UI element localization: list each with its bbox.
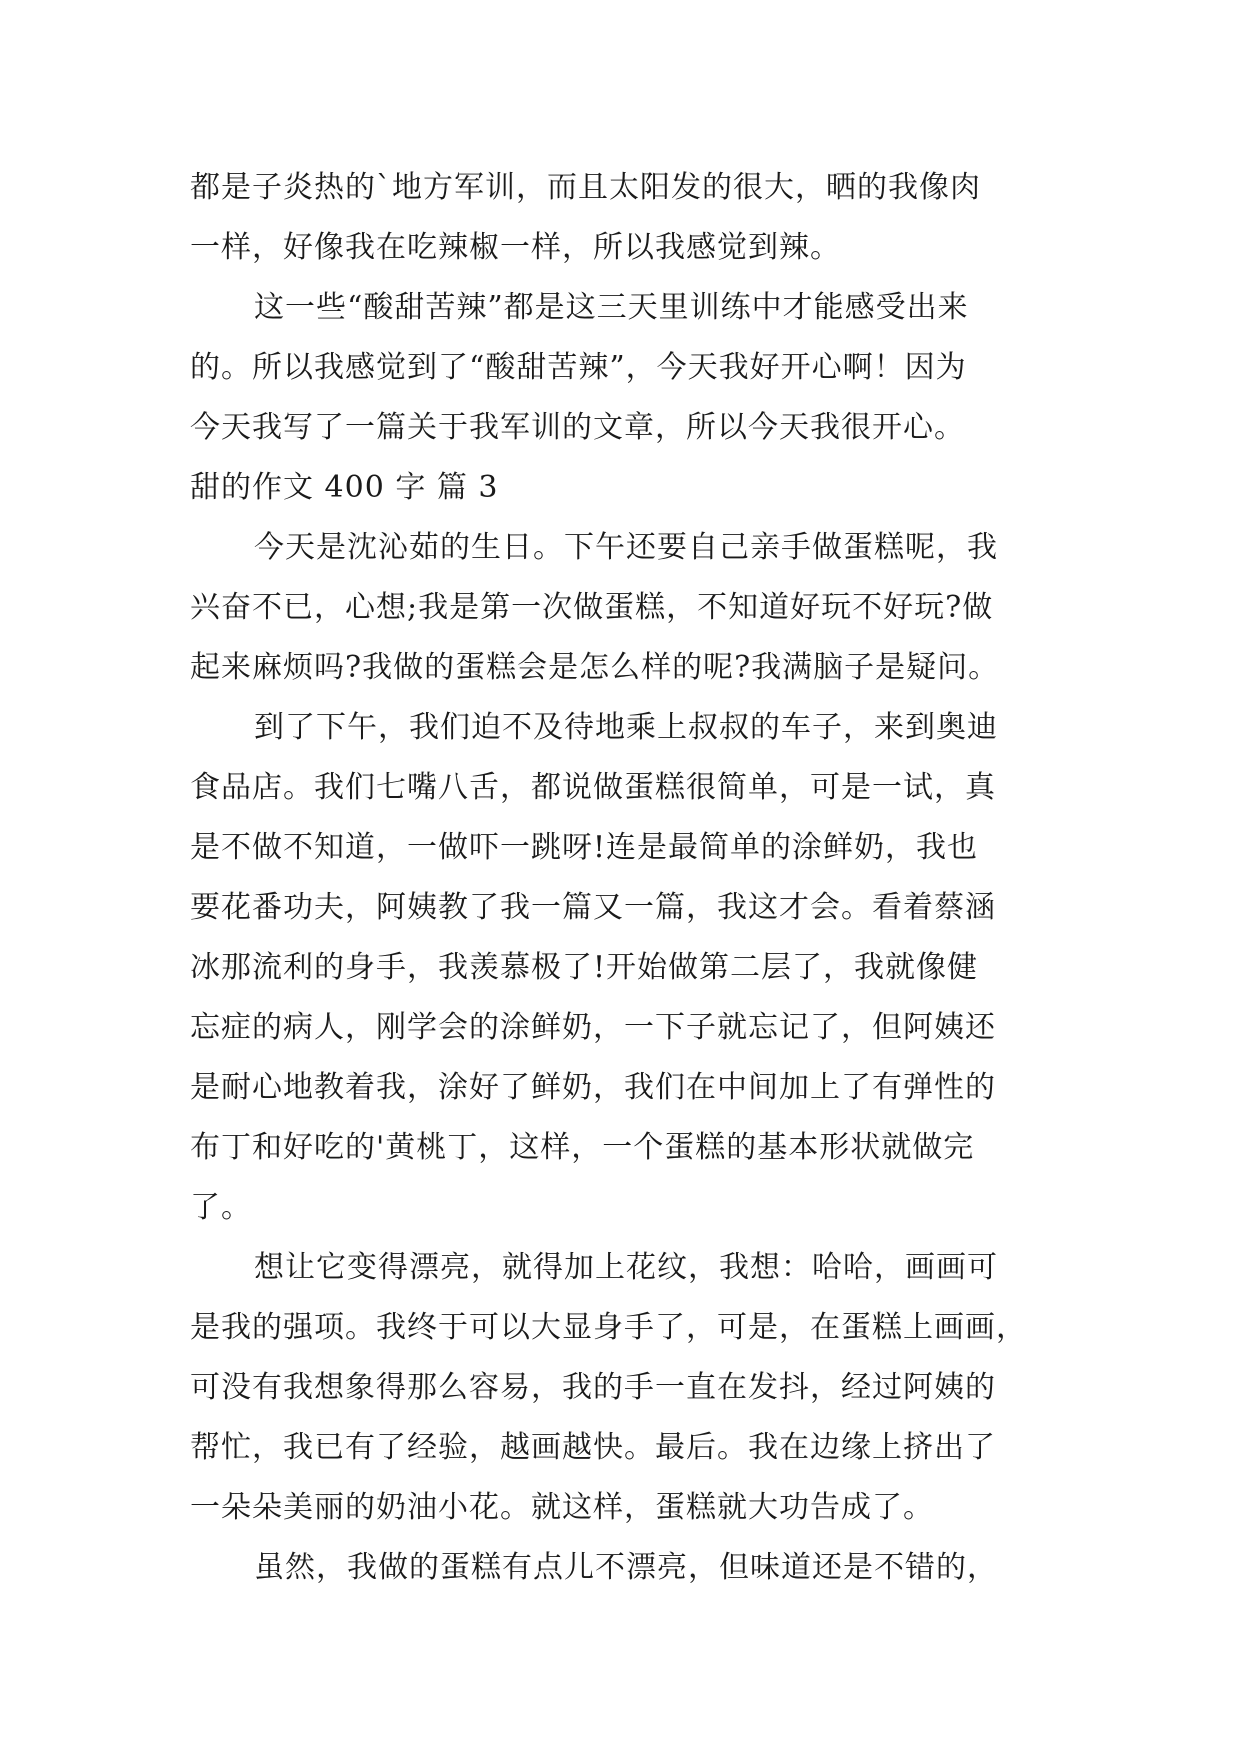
text-line: 是我的强项。我终于可以大显身手了，可是，在蛋糕上画画， [190,1310,1027,1345]
text-line: 一样，好像我在吃辣椒一样，所以我感觉到辣。 [190,230,841,265]
section-heading: 甜的作文 400 字 篇 3 [190,470,499,505]
text-line: 今天我写了一篇关于我军训的文章，所以今天我很开心。 [190,410,965,445]
text-line: 起来麻烦吗?我做的蛋糕会是怎么样的呢?我满脑子是疑问。 [190,650,1000,685]
paragraph-start-line: 这一些“酸甜苦辣”都是这三天里训练中才能感受出来 [254,290,969,325]
text-line: 的。所以我感觉到了“酸甜苦辣”，今天我好开心啊！因为 [190,350,967,385]
text-line: 要花番功夫，阿姨教了我一篇又一篇，我这才会。看着蔡涵 [190,890,996,925]
text-line: 冰那流利的身手，我羡慕极了!开始做第二层了，我就像健 [190,950,979,985]
paragraph-start-line: 到了下午，我们迫不及待地乘上叔叔的车子，来到奥迪 [254,710,998,745]
text-line: 是耐心地教着我，涂好了鲜奶，我们在中间加上了有弹性的 [190,1070,996,1105]
text-line: 了。 [190,1190,252,1225]
text-line: 忘症的病人，刚学会的涂鲜奶，一下子就忘记了，但阿姨还 [190,1010,996,1045]
text-line: 兴奋不已，心想;我是第一次做蛋糕，不知道好玩不好玩?做 [190,590,994,625]
text-line: 一朵朵美丽的奶油小花。就这样，蛋糕就大功告成了。 [190,1490,934,1525]
paragraph-start-line: 虽然，我做的蛋糕有点儿不漂亮，但味道还是不错的， [254,1550,998,1585]
paragraph-start-line: 想让它变得漂亮，就得加上花纹，我想：哈哈，画画可 [254,1250,998,1285]
text-line: 可没有我想象得那么容易，我的手一直在发抖，经过阿姨的 [190,1370,996,1405]
text-line: 都是子炎热的`地方军训，而且太阳发的很大，晒的我像肉 [190,170,981,205]
text-line: 帮忙，我已有了经验，越画越快。最后。我在边缘上挤出了 [190,1430,996,1465]
document-body [190,158,1070,1598]
text-line: 是不做不知道，一做吓一跳呀!连是最简单的涂鲜奶，我也 [190,830,979,865]
text-line: 食品店。我们七嘴八舌，都说做蛋糕很简单，可是一试，真 [190,770,996,805]
paragraph-start-line: 今天是沈沁茹的生日。下午还要自己亲手做蛋糕呢，我 [254,530,998,565]
text-line: 布丁和好吃的'黄桃丁，这样，一个蛋糕的基本形状就做完 [190,1130,975,1165]
